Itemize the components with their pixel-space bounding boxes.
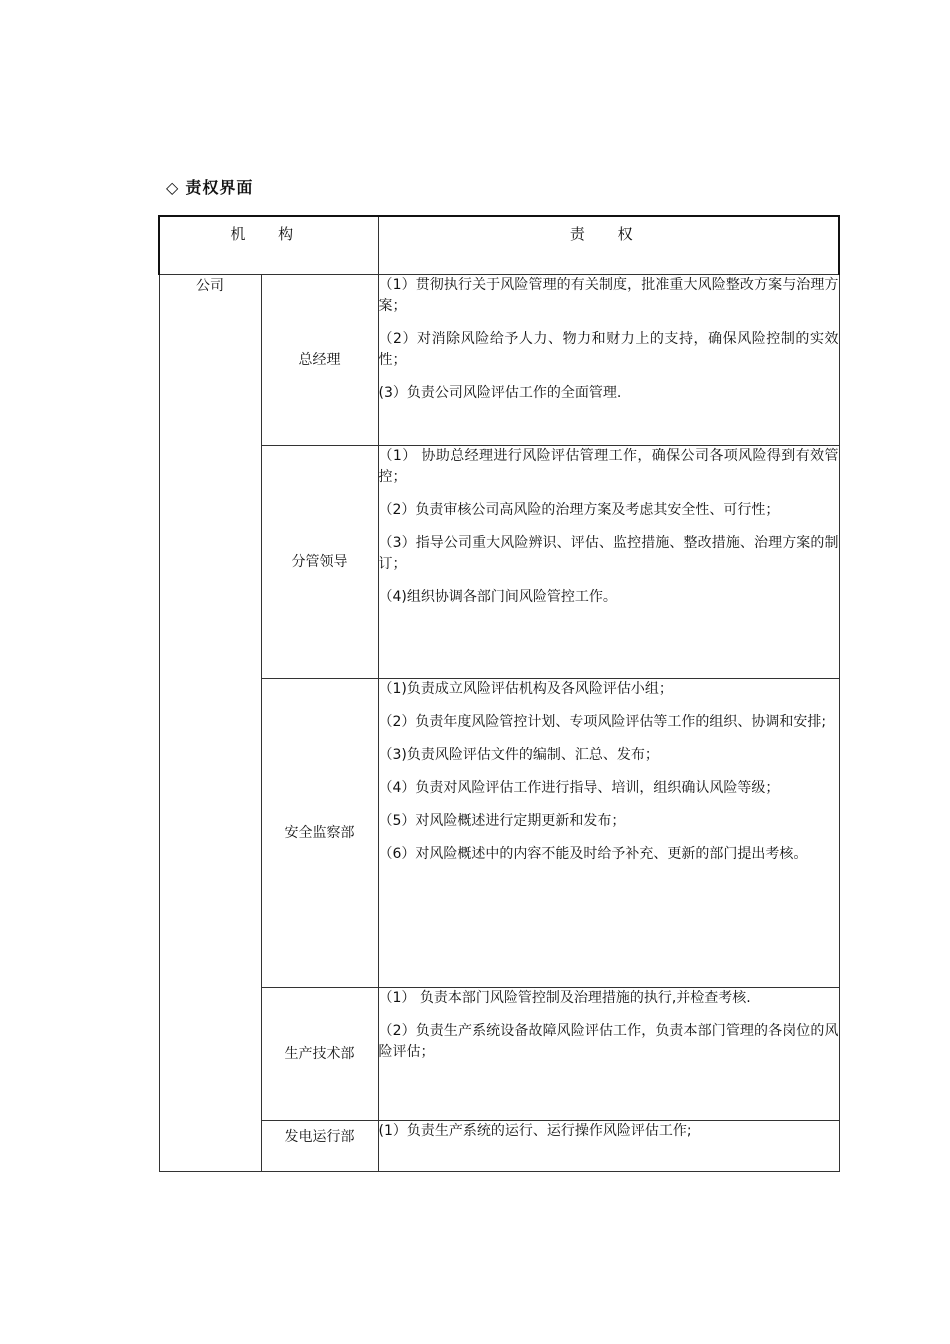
duty-item: （3）指导公司重大风险辨识、评估、监控措施、整改措施、治理方案的制订； <box>378 535 839 572</box>
table-row <box>159 275 839 446</box>
duties-production-tech <box>378 988 839 1121</box>
dept-safety-supervision: 安全监察部 <box>261 679 378 988</box>
duty-item: （2）负责年度风险管控计划、专项风险评估等工作的组织、协调和安排; <box>378 714 827 730</box>
duties-power-operation <box>378 1121 839 1172</box>
duty-item: （3)负责风险评估文件的编制、汇总、发布； <box>378 747 659 763</box>
duty-item: （1）贯彻执行关于风险管理的有关制度，批准重大风险整改方案与治理方案； <box>378 277 839 314</box>
table-row <box>159 988 839 1121</box>
duty-item: (1）负责生产系统的运行、运行操作风险评估工作; <box>378 1123 692 1139</box>
responsibility-table <box>158 215 840 1172</box>
duty-item: （4）负责对风险评估工作进行指导、培训，组织确认风险等级； <box>378 780 780 796</box>
duty-item: （2）对消除风险给予人力、物力和财力上的支持，确保风险控制的实效性； <box>378 331 839 368</box>
org-company: 公司 <box>159 275 261 1172</box>
dept-power-operation: 发电运行部 <box>261 1121 378 1172</box>
duty-item: (3）负责公司风险评估工作的全面管理. <box>378 385 622 401</box>
duty-item: （1)负责成立风险评估机构及各风险评估小组； <box>378 681 673 697</box>
duty-item: （2）负责审核公司高风险的治理方案及考虑其安全性、可行性； <box>378 502 780 518</box>
header-duty: 责 权 <box>378 216 839 275</box>
dept-general-manager: 总经理 <box>261 275 378 446</box>
header-org: 机 构 <box>159 216 378 275</box>
duty-item: （2）负责生产系统设备故障风险评估工作，负责本部门管理的各岗位的风险评估； <box>378 1023 839 1060</box>
duty-item: （6）对风险概述中的内容不能及时给予补充、更新的部门提出考核。 <box>378 846 808 862</box>
duty-item: （1） 负责本部门风险管控制及治理措施的执行,并检查考核. <box>378 990 751 1006</box>
duty-item: （1） 协助总经理进行风险评估管理工作，确保公司各项风险得到有效管控； <box>378 448 839 485</box>
diamond-icon: ◇ <box>166 178 180 197</box>
duty-item: （4)组织协调各部门间风险管控工作。 <box>378 589 617 605</box>
table-row <box>159 446 839 679</box>
duty-item: （5）对风险概述进行定期更新和发布； <box>378 813 626 829</box>
section-heading <box>166 175 253 198</box>
table-row <box>159 679 839 988</box>
dept-production-tech: 生产技术部 <box>261 988 378 1121</box>
dept-deputy-leader: 分管领导 <box>261 446 378 679</box>
table-header-row <box>159 216 839 275</box>
table-row <box>159 1121 839 1172</box>
duties-deputy-leader <box>378 446 839 679</box>
section-title: 责权界面 <box>185 178 254 197</box>
duties-general-manager <box>378 275 839 446</box>
duties-safety-supervision <box>378 679 839 988</box>
